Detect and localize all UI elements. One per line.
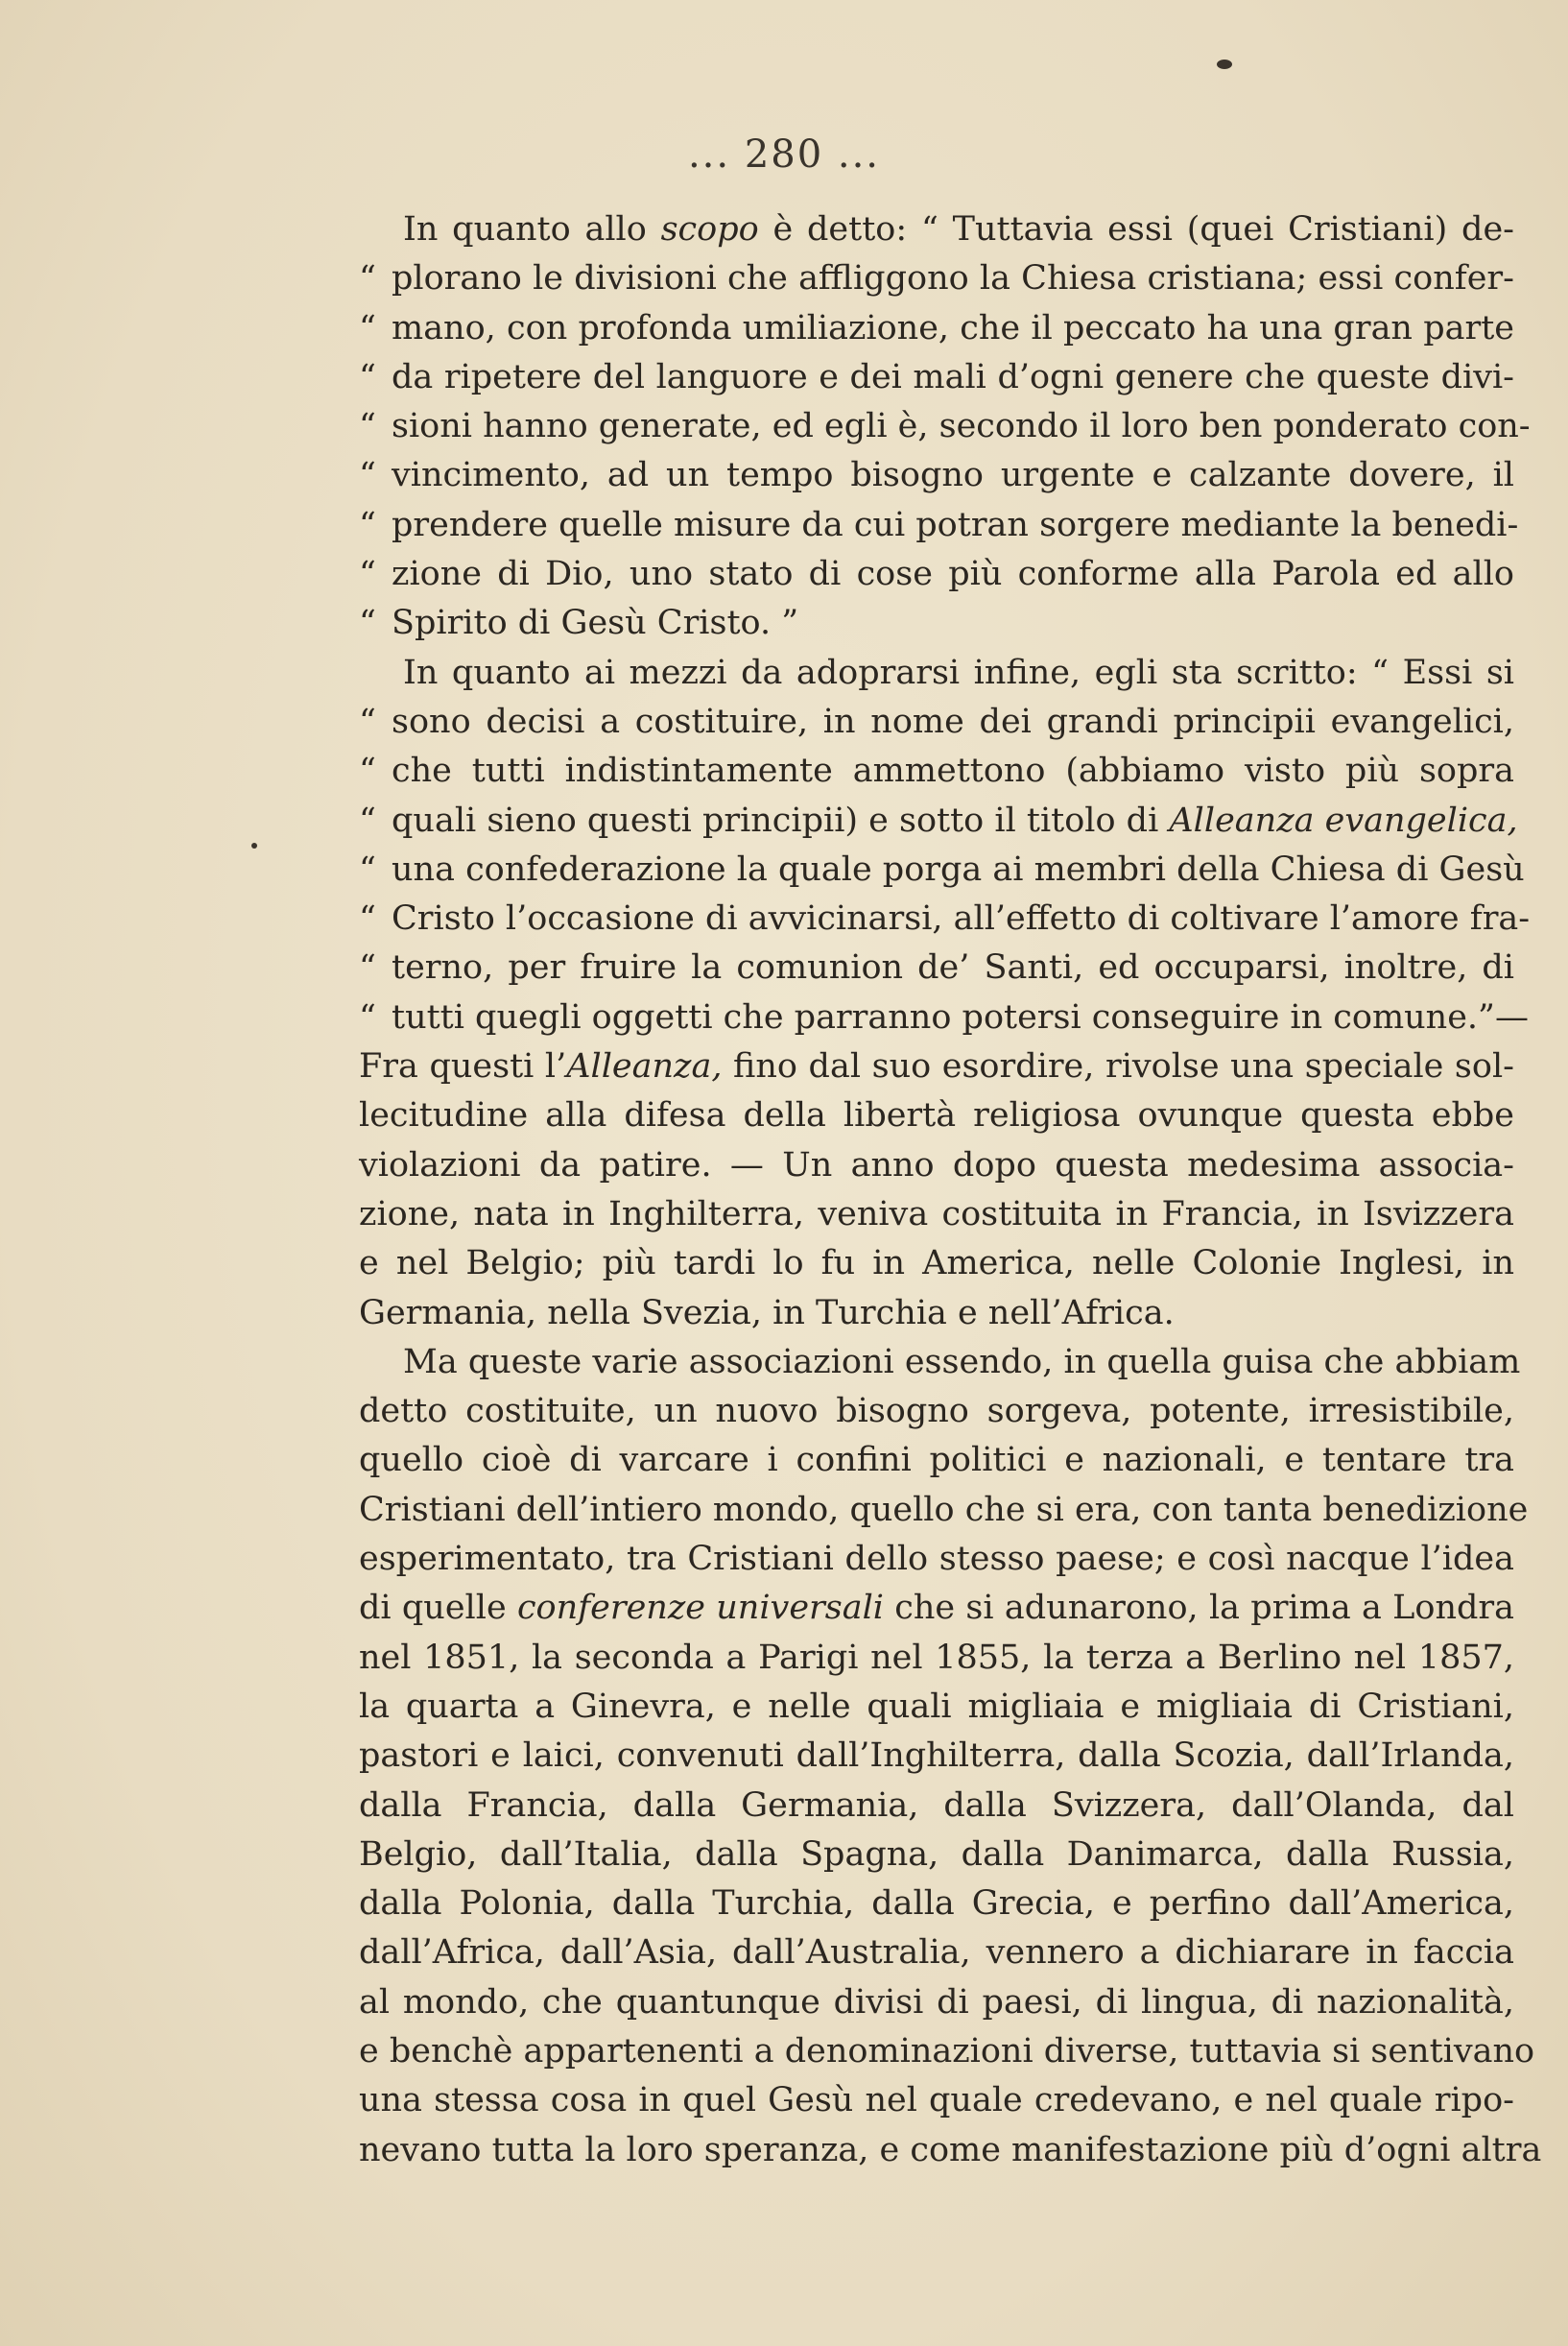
- ink-speck: [251, 843, 257, 849]
- text-line: [359, 1091, 1514, 1140]
- text-segment: In quanto allo: [403, 210, 661, 249]
- quote-mark: “: [359, 997, 376, 1037]
- text-segment: quello cioè di varcare i confini politici e nazionali, e tentare tra: [359, 1441, 1514, 1480]
- text-line: [359, 1831, 1514, 1879]
- text-line: [359, 2076, 1514, 2125]
- text-segment: Belgio, dall’Italia, dalla Spagna, dalla Danimarca, dalla Russia,: [359, 1834, 1514, 1874]
- text-segment: detto costituite, un nuovo bisogno sorgeva, potente, irresistibile,: [359, 1392, 1514, 1431]
- text-segment: fino dal suo esordire, rivolse una speciale sol-: [722, 1047, 1514, 1087]
- text-segment: una stessa cosa in quel Gesù nel quale credevano, e nel quale ripo-: [359, 2081, 1514, 2120]
- text-segment: Fra questi l’: [359, 1047, 567, 1087]
- text-segment: che tutti indistintamente ammettono (abbiamo visto più sopra: [392, 752, 1514, 791]
- text-segment: violazioni da patire. — Un anno dopo questa medesima associa-: [359, 1145, 1514, 1185]
- body-text: [359, 205, 1542, 2175]
- text-line: [359, 895, 1531, 944]
- text-line: [359, 1042, 1514, 1091]
- text-segment: una confederazione la quale porga ai membri della Chiesa di Gesù: [392, 850, 1525, 889]
- text-line: [359, 599, 1514, 648]
- text-line: [359, 254, 1514, 303]
- quote-mark: “: [359, 604, 376, 643]
- quote-mark: “: [359, 357, 376, 396]
- text-line: [359, 1338, 1521, 1387]
- text-segment: Cristo l’occasione di avvicinarsi, all’effetto di coltivare l’amore fra-: [392, 899, 1531, 939]
- text-line: [359, 797, 1518, 846]
- text-segment: nel 1851, la seconda a Parigi nel 1855, la terza a Berlino nel 1857,: [359, 1638, 1514, 1677]
- text-line: [359, 1782, 1514, 1831]
- text-segment: vincimento, ad un tempo bisogno urgente e calzante dovere, il: [392, 456, 1514, 495]
- italic-text: Alleanza evangelica,: [1169, 801, 1518, 840]
- text-line: [359, 698, 1514, 747]
- text-segment: e nel Belgio; più tardi lo fu in America, nelle Colonie Inglesi, in: [359, 1244, 1514, 1283]
- text-segment: di quelle: [359, 1589, 517, 1628]
- text-segment: è detto: “ Tuttavia essi (quei Cristiani) de-: [758, 210, 1515, 249]
- text-segment: e benchè appartenenti a denominazioni diverse, tuttavia si sentivano: [359, 2031, 1535, 2071]
- italic-text: Alleanza,: [566, 1047, 723, 1087]
- text-line: [359, 304, 1514, 353]
- quote-mark: “: [359, 801, 376, 840]
- text-line: [359, 1239, 1514, 1288]
- text-segment: lecitudine alla difesa della libertà religiosa ovunque questa ebbe: [359, 1096, 1514, 1136]
- quote-mark: “: [359, 899, 376, 939]
- text-segment: la quarta a Ginevra, e nelle quali migliaia e migliaia di Cristiani,: [359, 1687, 1514, 1726]
- quote-mark: “: [359, 505, 376, 544]
- text-line: [359, 1879, 1514, 1928]
- text-line: [359, 1141, 1514, 1190]
- text-line: [359, 501, 1519, 550]
- text-line: [359, 2027, 1535, 2076]
- text-segment: In quanto ai mezzi da adoprarsi infine, egli sta scritto: “ Essi si: [403, 653, 1514, 692]
- text-segment: tutti quegli oggetti che parranno potersi conseguire in comune.”—: [392, 997, 1529, 1037]
- text-segment: da ripetere del languore e dei mali d’ogni genere che queste divi-: [392, 357, 1514, 396]
- text-segment: pastori e laici, convenuti dall’Inghilterra, dalla Scozia, dall’Irlanda,: [359, 1736, 1514, 1776]
- text-line: [359, 1584, 1514, 1633]
- quote-mark: “: [359, 555, 376, 594]
- text-segment: Germania, nella Svezia, in Turchia e nell’Africa.: [359, 1293, 1175, 1332]
- quote-mark: “: [359, 702, 376, 741]
- text-segment: sono decisi a costituire, in nome dei grandi principii evangelici,: [392, 702, 1514, 741]
- text-line: [359, 1732, 1514, 1781]
- text-line: [359, 1190, 1514, 1239]
- text-line: [359, 1387, 1514, 1436]
- text-line: [359, 993, 1529, 1042]
- text-line: [359, 2126, 1542, 2175]
- text-segment: Ma queste varie associazioni essendo, in quella guisa che abbiam: [403, 1342, 1521, 1381]
- italic-text: conferenze universali: [516, 1589, 884, 1628]
- text-segment: Cristiani dell’intiero mondo, quello che si era, con tanta benedizione: [359, 1490, 1529, 1529]
- text-line: [359, 1928, 1514, 1977]
- quote-mark: “: [359, 407, 376, 446]
- text-segment: plorano le divisioni che affliggono la Chiesa cristiana; essi confer-: [392, 259, 1514, 299]
- ink-speck: [1217, 60, 1232, 69]
- text-segment: zione, nata in Inghilterra, veniva costituita in Francia, in Isvizzera: [359, 1194, 1514, 1233]
- text-segment: dalla Polonia, dalla Turchia, dalla Grecia, e perfino dall’America,: [359, 1884, 1514, 1924]
- text-line: [359, 1683, 1514, 1732]
- text-segment: dalla Francia, dalla Germania, dalla Svizzera, dall’Olanda, dal: [359, 1785, 1514, 1825]
- quote-mark: “: [359, 308, 376, 347]
- quote-mark: “: [359, 948, 376, 988]
- text-line: [359, 1486, 1529, 1535]
- quote-mark: “: [359, 259, 376, 299]
- text-line: [359, 1535, 1514, 1584]
- text-segment: al mondo, che quantunque divisi di paesi, di lingua, di nazionalità,: [359, 1982, 1514, 2022]
- text-line: [359, 846, 1525, 895]
- text-segment: prendere quelle misure da cui potran sorgere mediante la benedi-: [392, 505, 1519, 544]
- italic-text: scopo: [660, 210, 759, 249]
- text-line: [359, 550, 1514, 599]
- page-number: ... 280 ...: [687, 132, 881, 177]
- text-segment: Spirito di Gesù Cristo. ”: [392, 604, 799, 643]
- text-line: [359, 451, 1514, 500]
- text-line: [359, 402, 1531, 451]
- text-line: [359, 747, 1514, 796]
- text-line: [359, 1634, 1514, 1683]
- text-line: [359, 1436, 1514, 1485]
- quote-mark: “: [359, 752, 376, 791]
- text-segment: quali sieno questi principii) e sotto il titolo di: [392, 801, 1170, 840]
- text-line: [359, 944, 1514, 993]
- text-line: [359, 649, 1514, 698]
- text-segment: mano, con profonda umiliazione, che il peccato ha una gran parte: [392, 308, 1514, 347]
- quote-mark: “: [359, 850, 376, 889]
- quote-mark: “: [359, 456, 376, 495]
- text-line: [359, 205, 1514, 254]
- text-line: [359, 1289, 1514, 1338]
- text-segment: zione di Dio, uno stato di cose più conforme alla Parola ed allo: [392, 555, 1514, 594]
- text-line: [359, 1978, 1514, 2027]
- text-segment: terno, per fruire la comunion de’ Santi, ed occuparsi, inoltre, di: [392, 948, 1514, 988]
- text-segment: esperimentato, tra Cristiani dello stesso paese; e così nacque l’idea: [359, 1540, 1514, 1579]
- text-segment: sioni hanno generate, ed egli è, secondo il loro ben ponderato con-: [392, 407, 1531, 446]
- text-segment: dall’Africa, dall’Asia, dall’Australia, vennero a dichiarare in faccia: [359, 1933, 1514, 1973]
- text-segment: che si adunarono, la prima a Londra: [883, 1589, 1514, 1628]
- text-segment: nevano tutta la loro speranza, e come manifestazione più d’ogni altra: [359, 2130, 1542, 2169]
- text-line: [359, 353, 1514, 402]
